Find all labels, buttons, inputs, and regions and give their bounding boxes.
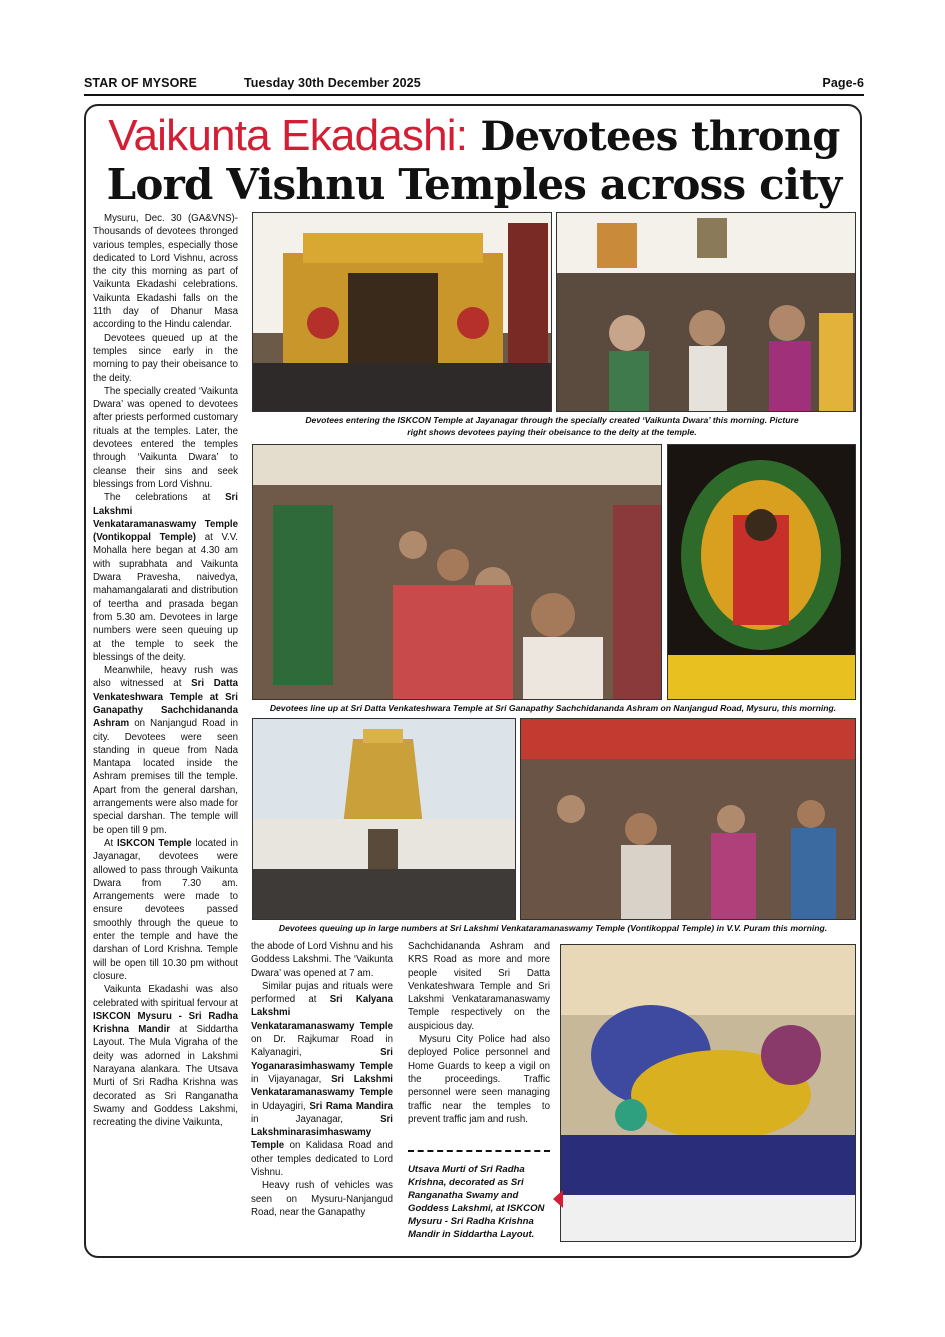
paragraph: Meanwhile, heavy rush was also witnessed at Sri Datta Venkateshwara Temple at Sri Ganapathy Sachchidananda Ashram on Nanjangud Road in city. Devotees were seen standing in queue from Nada Mantapa located inside the Ashram premises till the temple. Apart from the general darshan, arrangements were also made for special darshan. The temple will be open till 9 pm. bbox=[93, 665, 238, 836]
paragraph: At ISKCON Temple located in Jayanagar, devotees were allowed to pass through Vaikunta Dwara from 7.30 am. Arrangements were made to ensure devotees passed smoothly through the queue to enter the temple and have the darshan of Lord Krishna. Temple will be open till 10.30 pm without closure. bbox=[93, 837, 238, 982]
photo-utsava-murti bbox=[560, 944, 856, 1242]
masthead bbox=[84, 76, 864, 92]
paragraph: the abode of Lord Vishnu and his Goddess Lakshmi. The ‘Vaikunta Dwara’ was opened at 7 am. bbox=[251, 941, 394, 979]
photo-iskcon-dwara bbox=[252, 212, 552, 412]
paragraph: Heavy rush of vehicles was seen on Mysuru-Nanjangud Road, near the Ganapathy bbox=[251, 1180, 393, 1218]
paragraph: Similar pujas and rituals were performed at Sri Kalyana Lakshmi Venkataramanaswamy Temple on Dr. Rajkumar Road in Kalyanagiri, Sri Yoganarasimhaswamy Temple in Vijayanagar, Sri Lakshmi Venkataramanaswamy Temple in Udayagiri, Sri Rama Mandira in Jayanagar, Sri Lakshminarasimhaswamy Temple on Kalidasa Road and other temples dedicated to Lord Vishnu. bbox=[251, 980, 393, 1179]
paragraph: Vaikunta Ekadashi was also celebrated with spiritual fervour at ISKCON Mysuru - Sri Radha Krishna Mandir at Siddartha Layout. The Mula Vigraha of the deity was adorned in Lakshmi Narayana alankara. The Utsava Murti of Sri Radha Krishna was decorated as Sri Ranganatha Swamy and Goddess Lakshmi, recreating the divine Vaikunta, bbox=[93, 984, 238, 1129]
photo-datta-crowd bbox=[252, 444, 662, 700]
caption-utsava: Utsava Murti of Sri Radha Krishna, decorated as Sri Ranganatha Swamy and Goddess Lakshmi, at ISKCON Mysuru - Sri Radha Krishna Mandir in Siddartha Layout. bbox=[408, 1164, 545, 1240]
headline-red: Vaikunta Ekadashi: bbox=[108, 111, 468, 160]
caption-separator bbox=[408, 1150, 550, 1152]
caption-pointer-icon bbox=[553, 1190, 563, 1208]
paper-name: STAR OF MYSORE bbox=[84, 76, 197, 90]
photo-vontikoppal-crowd bbox=[520, 718, 856, 920]
headline bbox=[88, 112, 860, 209]
article-column-3 bbox=[408, 940, 550, 1126]
headline-black: Devotees throng bbox=[480, 113, 840, 160]
paragraph: Sachchidananda Ashram and KRS Road as more and more people visited Sri Datta Venkateshwara Temple and Sri Lakshmi Venkataramanaswamy Temple respectively on the auspicious day. bbox=[408, 941, 550, 1032]
headline-line2: Lord Vishnu Temples across city bbox=[106, 160, 842, 209]
paragraph: Devotees queued up at the temples since early in the morning to pay their obeisance to the deity. bbox=[93, 332, 238, 384]
photo-decorated-deity bbox=[667, 444, 856, 700]
photo-temple-gopuram bbox=[252, 718, 516, 920]
caption-vontikoppal: Devotees queuing up in large numbers at Sri Lakshmi Venkataramanaswamy Temple (Vontikoppal Temple) in V.V. Puram this morning. bbox=[278, 923, 828, 933]
issue-date: Tuesday 30th December 2025 bbox=[244, 76, 421, 90]
header-rule bbox=[84, 94, 864, 96]
page-number: Page-6 bbox=[822, 76, 864, 90]
paragraph: Mysuru City Police had also deployed Police personnel and Home Guards to keep a vigil on the proceedings. Traffic personnel were seen managing traffic near the temples to prevent traffic jam and rush. bbox=[408, 1034, 550, 1125]
photo-iskcon-devotees bbox=[556, 212, 856, 412]
paragraph: Mysuru, Dec. 30 (GA&VNS)- Thousands of devotees thronged various temples, especially those dedicated to Lord Vishnu, across the city this morning as part of Vaikunta Ekadashi celebrations. Vaikunta Ekadashi falls on the 11th day of Dhanur Masa according to the Hindu calendar. bbox=[93, 213, 238, 331]
article-column-2 bbox=[251, 940, 393, 1219]
caption-iskcon: Devotees entering the ISKCON Temple at Jayanagar through the specially created ‘Vaikunta Dwara’ this morning. Picture right shows devotees paying their obeisance to the deity at the temple. bbox=[305, 415, 799, 437]
article-column-1 bbox=[93, 212, 238, 1129]
paragraph: The celebrations at Sri Lakshmi Venkataramanaswamy Temple (Vontikoppal Temple) at V.V. Mohalla here began at 4.30 am with suprabhata and Vaikunta Dwara Pravesha, naivedya, mahamangalarati and distribution of teertha and prasada began from 5.30 am. Devotees in large numbers were seen queuing up at the temple to seek the blessings of the deity. bbox=[93, 492, 238, 663]
caption-datta: Devotees line up at Sri Datta Venkateshwara Temple at Sri Ganapathy Sachchidananda Ashram on Nanjangud Road, Mysuru, this morning. bbox=[269, 703, 837, 713]
paragraph: The specially created ‘Vaikunta Dwara’ was opened to devotees after priests performed customary rituals at the temples. Later, the devotees entered the temples through ‘Vaikunta Dwara’ to cleanse their sins and seek blessings from Lord Vishnu. bbox=[93, 385, 238, 490]
